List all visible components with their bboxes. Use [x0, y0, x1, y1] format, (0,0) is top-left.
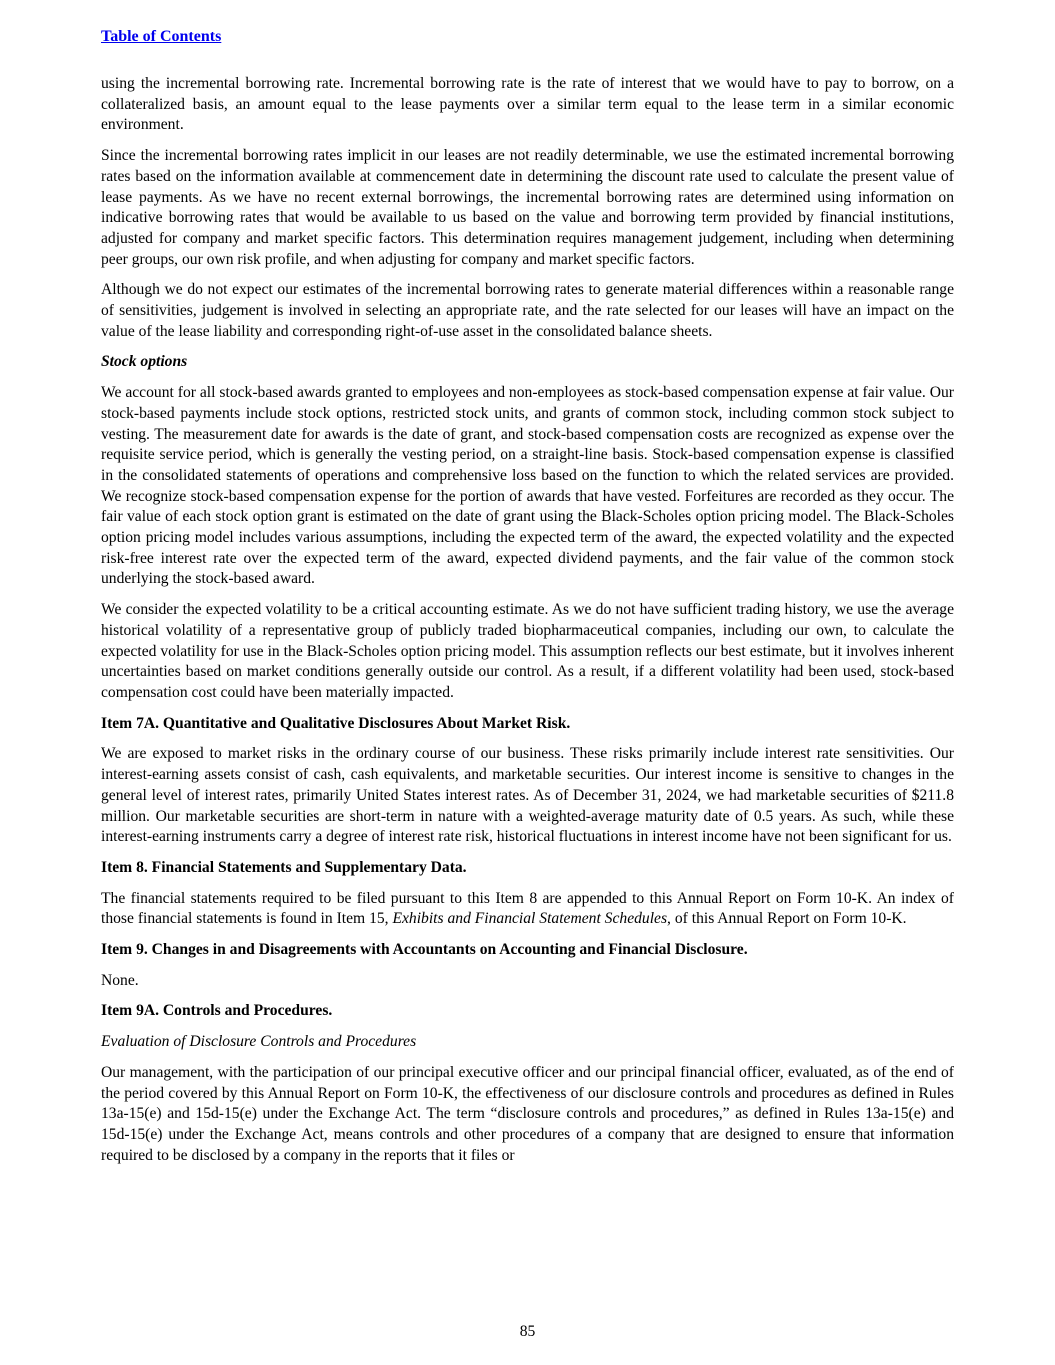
- heading-item-9a: Item 9A. Controls and Procedures.: [101, 1002, 333, 1020]
- document-body: [101, 74, 954, 1176]
- paragraph-lease-rate: using the incremental borrowing rate. Incremental borrowing rate is the rate of interest that we would have to pay to borrow, on a collateralized basis, an amount equal to the lease payments over a similar term equal to the lease term in a similar economic environment.: [101, 75, 954, 134]
- paragraph-stock-based-awards: We account for all stock-based awards granted to employees and non-employees as stock-based compensation expense at fair value. Our stock-based payments include stock options, restricted stock units, and grants of common stock, including common stock subject to vesting. The measurement date for awards is the date of grant, and stock-based compensation costs are recognized as expense over the requisite service period, which is generally the vesting period, on a straight-line basis. Stock-based compensation expense is classified in the consolidated statements of operations and comprehensive loss based on the function to which the related services are provided. We recognize stock-based compensation expense for the portion of awards that have vested. Forfeitures are recorded as they occur. The fair value of each stock option grant is estimated on the date of grant using the Black-Scholes option pricing model. The Black-Scholes option pricing model includes various assumptions, including the expected term of the award, the expected volatility and the expected risk-free interest rate over the expected term of the award, expected dividend payments, and the fair value of the common stock underlying the stock-based award.: [101, 384, 954, 588]
- paragraph-incremental-borrowing: Since the incremental borrowing rates implicit in our leases are not readily determinable, we use the estimated incremental borrowing rates based on the information available at commencement date in determining the discount rate used to calculate the present value of lease payments. As we have no recent external borrowings, the incremental borrowing rates are determined using information on indicative borrowing rates that would be available to us based on the value and borrowing term provided by financial institutions, adjusted for company and market specific factors. This determination requires management judgement, including when determining peer groups, our own risk profile, and when adjusting for company and market specific factors.: [101, 147, 954, 268]
- paragraph-market-risk: We are exposed to market risks in the ordinary course of our business. These risks primarily include interest rate sensitivities. Our interest-earning assets consist of cash, cash equivalents, and marketable securities. Our interest income is sensitive to changes in the general level of interest rates, primarily United States interest rates. As of December 31, 2024, we had marketable securities of $211.8 million. Our marketable securities are short-term in nature with a weighted-average maturity date of 0.5 years. As such, while these interest-earning instruments carry a degree of interest rate risk, historical fluctuations in interest income have not been significant for us.: [101, 745, 954, 846]
- paragraph-estimates-judgement: Although we do not expect our estimates of the incremental borrowing rates to generate material differences within a reasonable range of sensitivities, judgement is involved in selecting an appropriate rate, and the rate selected for our leases will have an impact on the value of the lease liability and corresponding right-of-use asset in the consolidated balance sheets.: [101, 281, 954, 340]
- financial-statements-text-a: The financial statements required to be filed pursuant to this Item 8 are appended to this Annual Report on Form 10-K. An index of those financial statements is found in Item 15,: [101, 889, 954, 928]
- table-of-contents-link[interactable]: Table of Contents: [101, 28, 222, 45]
- financial-statements-text-b: , of this Annual Report on Form 10-K.: [667, 910, 907, 928]
- heading-item-9: Item 9. Changes in and Disagreements with Accountants on Accounting and Financial Disclosure.: [101, 941, 748, 959]
- heading-item-7a: Item 7A. Quantitative and Qualitative Disclosures About Market Risk.: [101, 714, 571, 732]
- paragraph-none: None.: [101, 971, 139, 989]
- paragraph-expected-volatility: We consider the expected volatility to be a critical accounting estimate. As we do not have sufficient trading history, we use the average historical volatility of a representative group of publicly traded biopharmaceutical companies, including our own, to calculate the expected volatility for use in the Black-Scholes option pricing model. This assumption reflects our best estimate, but it involves inherent uncertainties based on market conditions generally outside our control. As a result, if a different volatility had been used, stock-based compensation cost could have been materially impacted.: [101, 601, 954, 701]
- heading-item-8: Item 8. Financial Statements and Supplementary Data.: [101, 858, 467, 876]
- paragraph-management-evaluation: Our management, with the participation of our principal executive officer and our principal financial officer, evaluated, as of the end of the period covered by this Annual Report on Form 10-K, the effectiveness of our disclosure controls and procedures as defined in Rules 13a-15(e) and 15d-15(e) under the Exchange Act. The term “disclosure controls and procedures,” as defined in Rules 13a-15(e) and 15d-15(e) under the Exchange Act, means controls and other procedures of a company that are designed to ensure that information required to be disclosed by a company in the reports that it files or: [101, 1063, 954, 1164]
- exhibits-schedules-italic: Exhibits and Financial Statement Schedules: [392, 910, 668, 928]
- page-number: 85: [519, 1323, 536, 1340]
- heading-evaluation-disclosure: Evaluation of Disclosure Controls and Procedures: [101, 1033, 417, 1051]
- paragraph-financial-statements: [101, 889, 954, 930]
- heading-stock-options: Stock options: [101, 353, 188, 371]
